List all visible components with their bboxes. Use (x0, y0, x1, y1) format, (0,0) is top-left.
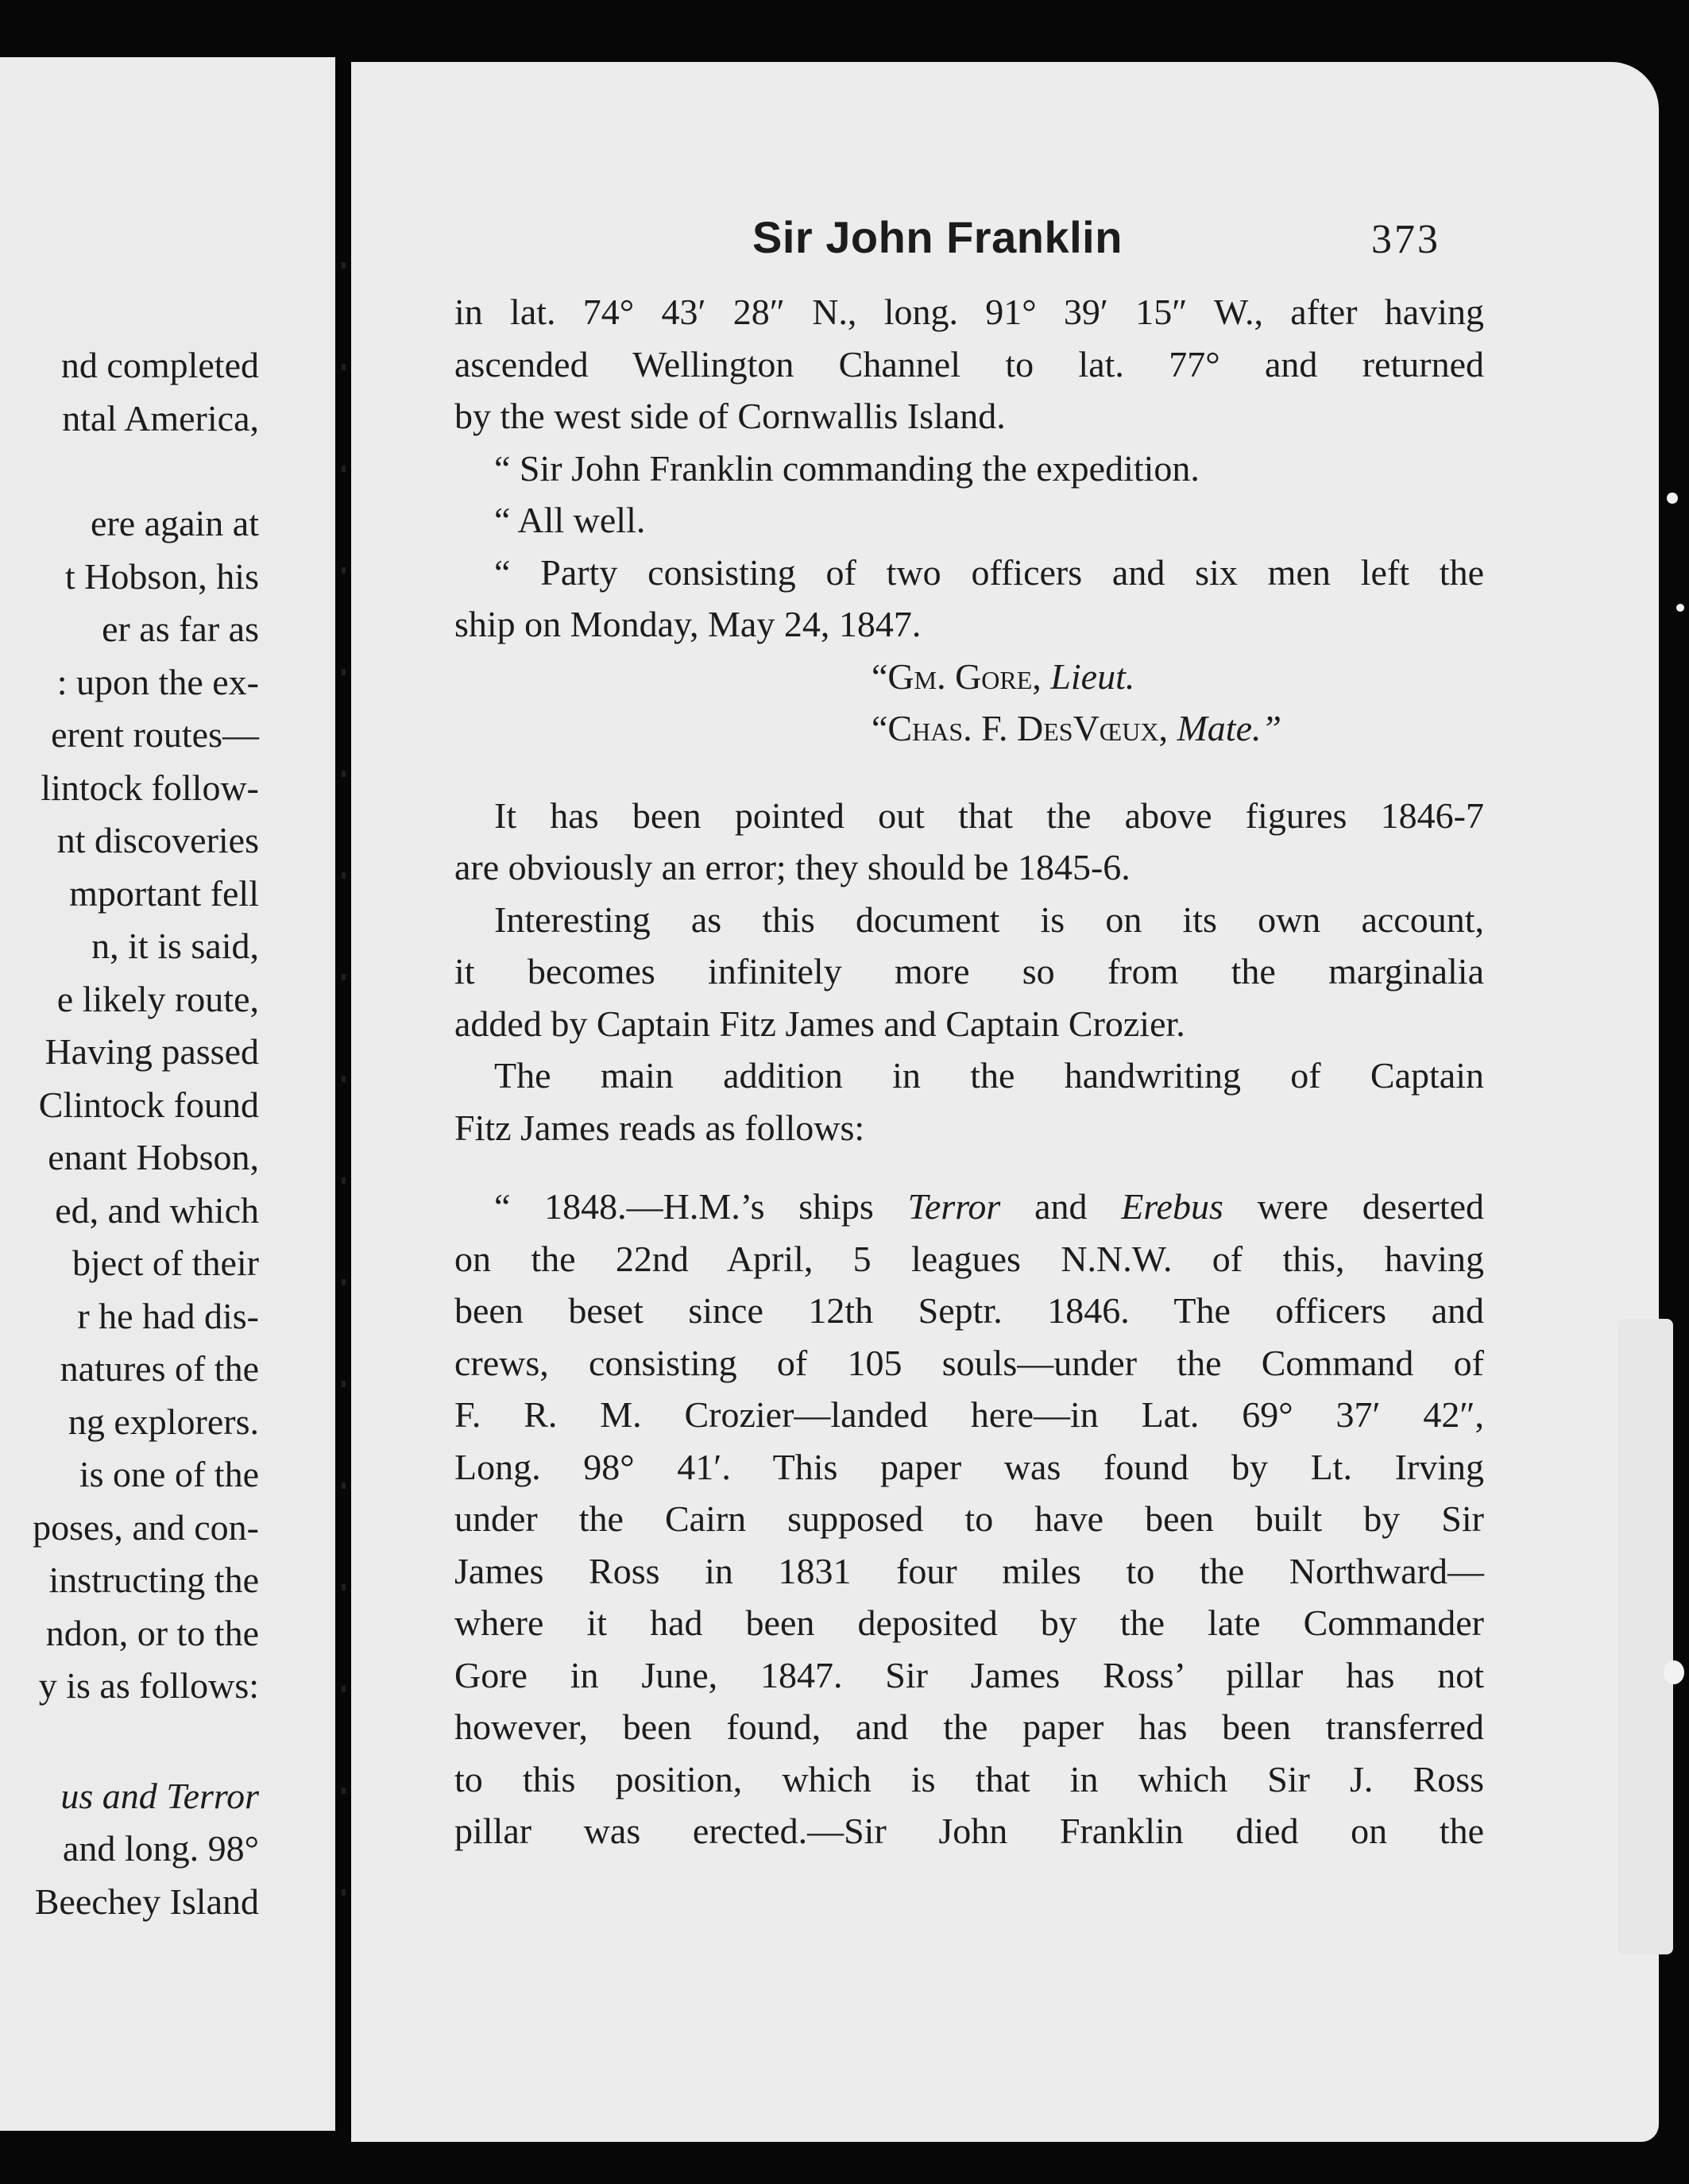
quote-line: to this position, which is that in which Sir J. Ross (454, 1758, 1484, 1799)
body-line: ascended Wellington Channel to lat. 77° and returned (454, 343, 1484, 385)
left-line: is one of the (79, 1454, 259, 1494)
left-line: y is as follows: (38, 1665, 259, 1706)
page-edge-tab (1617, 1319, 1673, 1954)
page-number: 373 (1371, 217, 1440, 262)
left-line: ed, and which (55, 1189, 259, 1231)
left-line: and long. 98° (62, 1828, 259, 1869)
body-line: by the west side of Cornwallis Island. (454, 396, 1006, 436)
quote-line: been beset since 12th Septr. 1846. The officers and (454, 1290, 1484, 1331)
body-line: The main addition in the handwriting of Captain (494, 1055, 1484, 1096)
body-line: it becomes infinitely more so from the marginalia (454, 951, 1484, 991)
left-line: nt discoveries (56, 820, 259, 860)
quote-line: crews, consisting of 105 souls—under the Command of (454, 1342, 1484, 1383)
left-line: Beechey Island (34, 1881, 259, 1922)
quote-line: however, been found, and the paper has been transferred (454, 1707, 1484, 1747)
quote-line: on the 22nd April, 5 leagues N.N.W. of this, having (454, 1238, 1484, 1279)
left-line: lintock follow- (41, 767, 259, 808)
left-line: Clintock found (38, 1084, 259, 1125)
quote-line: where it had been deposited by the late Commander (454, 1602, 1484, 1643)
left-page-text (0, 339, 259, 1928)
left-line: enant Hobson, (48, 1137, 259, 1177)
left-page-fragment (0, 57, 335, 2131)
body-line: in lat. 74° 43′ 28″ N., long. 91° 39′ 15″ W., after having (454, 292, 1484, 332)
scan-speck (1676, 604, 1684, 612)
quote-line: under the Cairn supposed to have been built by Sir (454, 1498, 1484, 1539)
body-line: “ Sir John Franklin commanding the expedition. (494, 447, 1200, 489)
signature-desvoeux: “Chas. F. DesVœux, Mate.” (872, 708, 1282, 748)
left-line: erent routes— (51, 714, 259, 755)
left-line: t Hobson, his (64, 555, 259, 597)
body-line: ship on Monday, May 24, 1847. (454, 604, 922, 644)
left-line: ndon, or to the (45, 1612, 259, 1653)
body-line: are obviously an error; they should be 1845-6. (454, 847, 1131, 887)
signature-gore: “Gm. Gore, Lieut. (872, 655, 1135, 697)
page-body (454, 286, 1484, 1857)
binding-edge (342, 167, 346, 1954)
scan-speck (1664, 1660, 1684, 1684)
quote-first-line: “ 1848.—H.M.’s ships Terror and Erebus were deserted (494, 1186, 1485, 1227)
quote-line: pillar was erected.—Sir John Franklin died on the (454, 1811, 1484, 1851)
body-line: “ All well. (494, 500, 646, 540)
quote-line: F. R. M. Crozier—landed here—in Lat. 69° 37′ 42″, (454, 1394, 1484, 1435)
right-page (351, 62, 1659, 2142)
left-line: poses, and con- (33, 1506, 259, 1548)
quote-line: Gore in June, 1847. Sir James Ross’ pillar has not (454, 1654, 1484, 1695)
body-line: It has been pointed out that the above figures 1846-7 (494, 794, 1484, 836)
left-line: mportant fell (69, 872, 259, 914)
scan-speck (1667, 493, 1678, 504)
paragraph-gap (454, 755, 1484, 790)
left-line: : upon the ex- (56, 661, 259, 702)
left-line: instructing the (48, 1560, 259, 1600)
left-line: n, it is said, (91, 926, 259, 966)
left-line: Having passed (44, 1031, 259, 1072)
left-gap (0, 445, 259, 497)
left-gap (0, 1713, 259, 1770)
body-line: Fitz James reads as follows: (454, 1107, 865, 1148)
left-line: nd completed (60, 345, 259, 385)
left-line: r he had dis- (77, 1295, 259, 1336)
left-line-italic-names: us and Terror (60, 1775, 259, 1816)
left-line: e likely route, (56, 978, 259, 1019)
body-line: added by Captain Fitz James and Captain Crozier. (454, 1003, 1185, 1044)
left-line: ng explorers. (68, 1401, 259, 1442)
left-line: ere again at (91, 503, 259, 543)
quote-line: Long. 98° 41′. This paper was found by Lt. Irving (454, 1446, 1484, 1487)
left-line: bject of their (72, 1243, 259, 1283)
left-line: er as far as (102, 609, 259, 649)
paragraph-gap (454, 1154, 1484, 1181)
running-title: Sir John Franklin (752, 212, 1123, 262)
quote-line: James Ross in 1831 four miles to the Northward— (454, 1550, 1484, 1591)
body-line: Interesting as this document is on its own account, (494, 899, 1484, 940)
left-line: natures of the (60, 1348, 259, 1389)
page-header (351, 211, 1659, 283)
left-line: ntal America, (62, 397, 259, 439)
body-line: “ Party consisting of two officers and six men left the (494, 551, 1484, 593)
